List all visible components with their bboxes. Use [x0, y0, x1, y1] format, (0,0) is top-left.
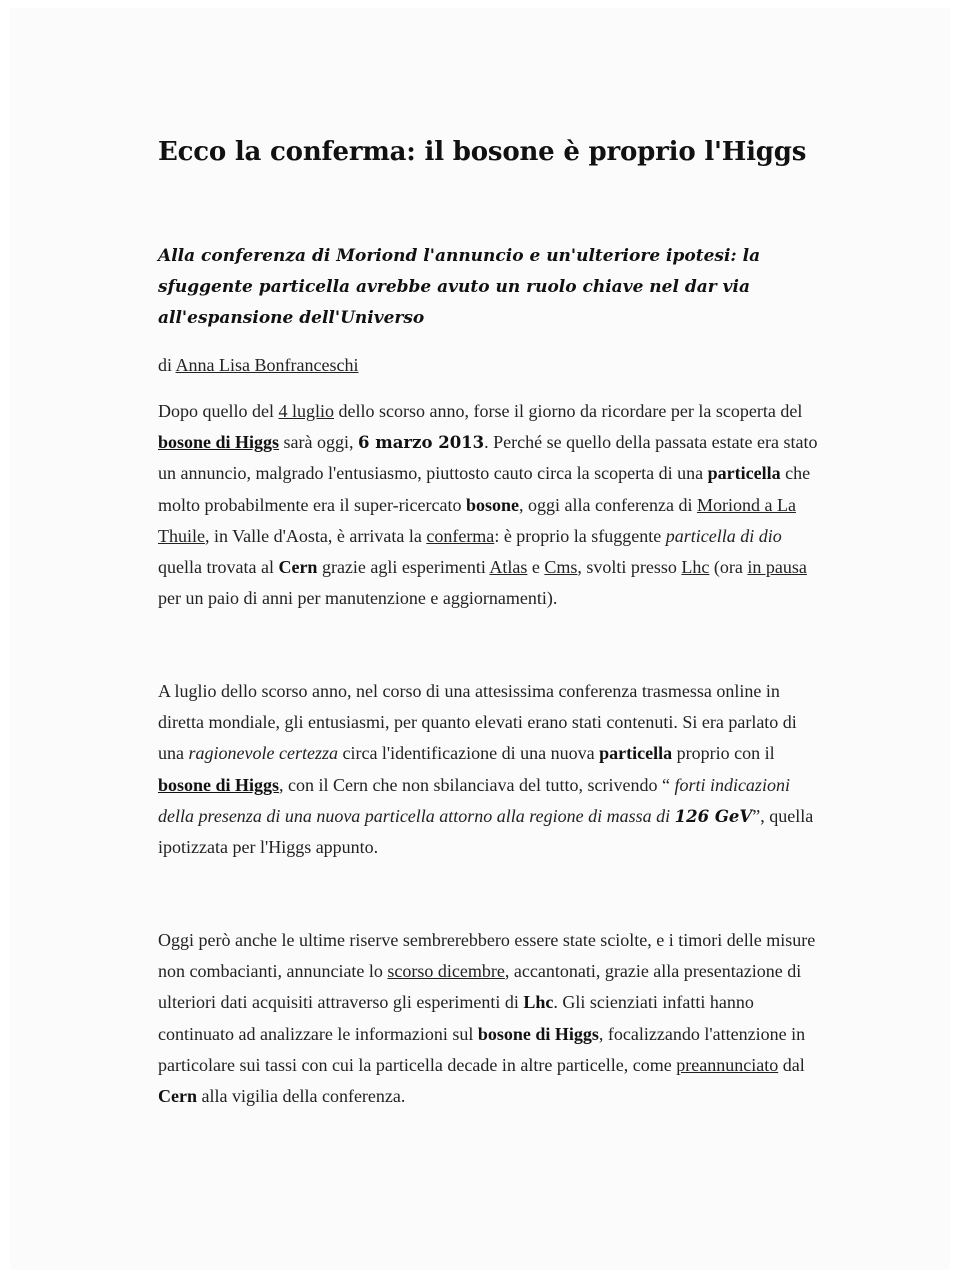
article-title: Ecco la conferma: il bosone è proprio l'Higgs [158, 137, 807, 167]
paragraph-1 [158, 396, 818, 614]
text: , con il Cern che non sbilanciava del tutto, scrivendo “ [279, 774, 675, 795]
article-page [10, 8, 950, 1270]
link-in-pausa[interactable]: in pausa [747, 557, 807, 578]
link-atlas[interactable]: Atlas [489, 557, 528, 578]
bold-date: 6 marzo 2013 [358, 433, 485, 453]
italic-quote: forti indicazioni della presenza di una nuova particella attorno alla regione di massa di [158, 774, 790, 826]
text: quella trovata al [158, 557, 279, 578]
text: . Perché se quello della passata estate era stato un annuncio, malgrado l'entusiasmo, piuttosto cauto circa la scoperta di una [158, 432, 818, 484]
text: alla vigilia della conferenza. [197, 1086, 406, 1107]
bold-cern: Cern [158, 1086, 197, 1107]
text: per un paio di anni per manutenzione e aggiornamenti). [158, 588, 558, 609]
bold-bosone-di-higgs: bosone di Higgs [477, 1023, 599, 1044]
text: , accantonati, grazie alla presentazione di ulteriori dati acquisiti attraverso gli esperimenti di [158, 961, 802, 1013]
bold-cern: Cern [278, 557, 318, 578]
link-4-luglio[interactable]: 4 luglio [278, 401, 334, 421]
link-conferma[interactable]: conferma [426, 525, 495, 546]
text: circa l'identificazione di una nuova [337, 743, 600, 764]
italic-particella-di-dio: particella di dio [665, 525, 782, 546]
paragraph-2 [158, 676, 818, 863]
text: A luglio dello scorso anno, nel corso di una attesissima conferenza trasmessa online in diretta mondiale, gli entusiasmi, per quanto elevati erano stati contenuti. Si era parlato di una [158, 681, 797, 764]
text: grazie agli esperimenti [317, 557, 490, 578]
text: , oggi alla conferenza di [519, 494, 697, 515]
link-lhc[interactable]: Lhc [681, 557, 710, 578]
text: : è proprio la sfuggente [494, 525, 666, 546]
link-preannunciato[interactable]: preannunciato [676, 1054, 779, 1075]
text: proprio con il [672, 743, 775, 764]
paragraph-3 [158, 925, 818, 1112]
text: , focalizzando l'attenzione in particolare sui tassi con cui la particella decade in altre particelle, come [158, 1023, 806, 1075]
bold-italic-mass: 126 GeV [674, 806, 753, 826]
article-subtitle: Alla conferenza di Moriond l'annuncio e un'ulteriore ipotesi: la sfuggente particella avrebbe avuto un ruolo chiave nel dar via all'espansione dell'Universo [158, 246, 761, 328]
link-scorso-dicembre[interactable]: scorso dicembre [387, 961, 505, 982]
bold-particella: particella [707, 463, 781, 484]
text: sarà oggi, [279, 432, 359, 453]
text: Oggi però anche le ultime riserve sembrerebbero essere state sciolte, e i timori delle misure non combacianti, annunciate lo [158, 930, 816, 982]
bold-bosone: bosone [466, 494, 520, 515]
text: (ora [709, 557, 748, 578]
text: . Gli scienziati infatti hanno continuato ad analizzare le informazioni sul [158, 992, 754, 1044]
byline [158, 351, 798, 379]
author-link[interactable]: Anna Lisa Bonfranceschi [175, 355, 359, 375]
text: e [527, 557, 545, 578]
text: , svolti presso [577, 557, 682, 578]
link-cms[interactable]: Cms [544, 557, 578, 578]
bold-lhc: Lhc [523, 992, 554, 1013]
text: dello scorso anno, forse il giorno da ricordare per la scoperta del [334, 401, 803, 421]
text: , in Valle d'Aosta, è arrivata la [205, 525, 427, 546]
link-bosone-di-higgs[interactable]: bosone di Higgs [158, 432, 280, 453]
text: che molto probabilmente era il super-ricercato [158, 463, 811, 515]
text: ”, quella ipotizzata per l'Higgs appunto. [158, 805, 814, 858]
text: dal [778, 1054, 805, 1075]
italic-ragionevole-certezza: ragionevole certezza [188, 743, 338, 764]
link-moriond[interactable]: Moriond a La Thuile [158, 494, 796, 546]
bold-particella: particella [599, 743, 673, 764]
text: Dopo quello del [158, 401, 279, 421]
link-bosone-di-higgs[interactable]: bosone di Higgs [158, 774, 280, 795]
byline-prefix: di [158, 355, 176, 375]
